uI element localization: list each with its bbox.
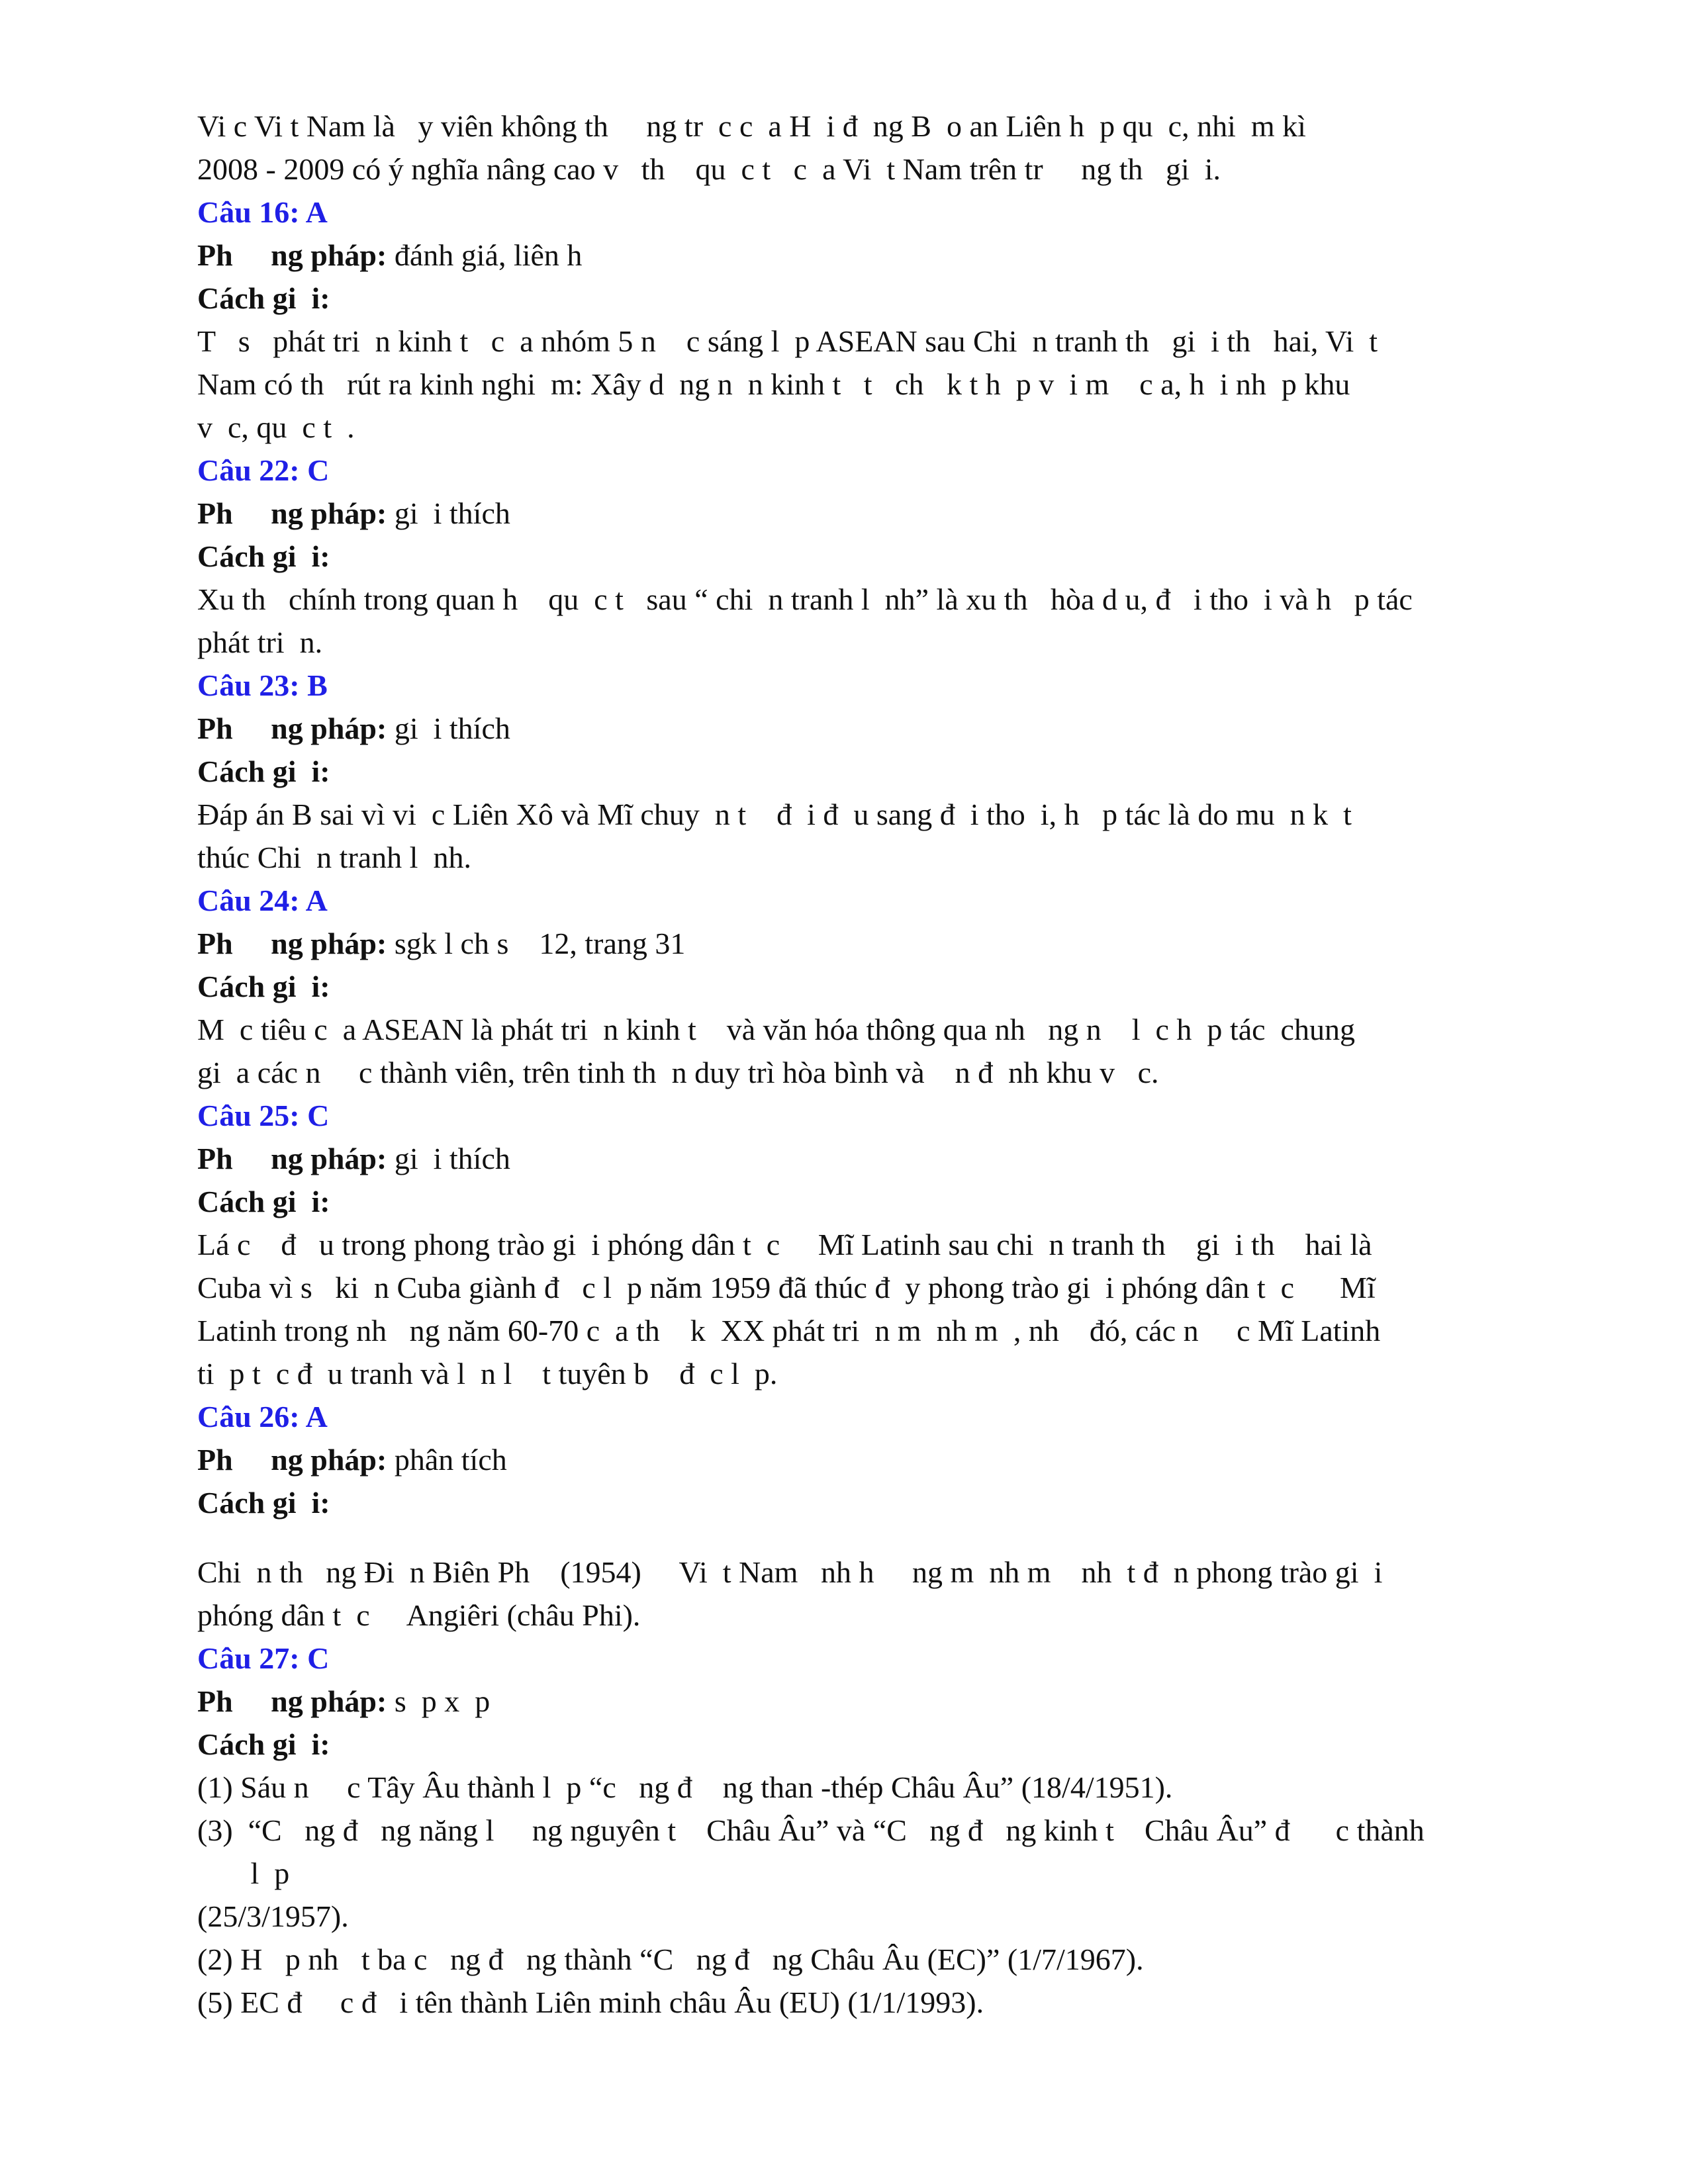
text-line: (1) Sáu n c Tây Âu thành l p “c ng đ ng than -thép Châu Âu” (18/4/1951). [197,1770,1173,1804]
method-text: sgk l ch s 12, trang 31 [387,927,686,960]
text-line: (3) “C ng đ ng năng l ng nguyên t Châu Âu” và “C ng đ ng kinh t Châu Âu” đ c thành [197,1813,1425,1847]
text-line: (2) H p nh t ba c ng đ ng thành “C ng đ ng Châu Âu (EC)” (1/7/1967). [197,1942,1144,1976]
method-label: Ph ng pháp: [197,711,387,745]
method-line [197,234,1491,277]
method-text: đánh giá, liên h [387,238,583,272]
method-line [197,707,1491,750]
text-line: Chi n th ng Đi n Biên Ph (1954) Vi t Nam nh h ng m nh m nh t đ n phong trào gi i [197,1555,1383,1589]
text-line: Vi c Vi t Nam là y viên không th ng tr c c a H i đ ng B o an Liên h p qu c, nhi m kì [197,109,1306,143]
question-heading: Câu 22: C [197,453,330,487]
method-line [197,1680,1491,1723]
question-heading: Câu 24: A [197,884,328,917]
text-line: T s phát tri n kinh t c a nhóm 5 n c sáng l p ASEAN sau Chi n tranh th gi i th hai, Vi t [197,324,1378,358]
text-line: Latinh trong nh ng năm 60-70 c a th k XX phát tri n m nh m , nh đó, các n c Mĩ Latinh [197,1314,1381,1347]
question-heading: Câu 23: B [197,668,328,702]
method-text: gi i thích [387,496,510,530]
solution-label: Cách gi i: [197,281,330,315]
method-text: gi i thích [387,1142,510,1175]
text-line: (5) EC đ c đ i tên thành Liên minh châu Âu (EU) (1/1/1993). [197,1985,984,2019]
text-line: phát tri n. [197,625,323,659]
solution-label: Cách gi i: [197,539,330,573]
text-line: gi a các n c thành viên, trên tinh th n duy trì hòa bình và n đ nh khu v c. [197,1056,1159,1089]
method-line [197,922,1491,965]
solution-label: Cách gi i: [197,1486,330,1520]
text-line: v c, qu c t . [197,410,355,444]
text-line: Cuba vì s ki n Cuba giành đ c l p năm 1959 đã thúc đ y phong trào gi i phóng dân t c Mĩ [197,1271,1376,1304]
text-line: phóng dân t c Angiêri (châu Phi). [197,1598,641,1632]
method-label: Ph ng pháp: [197,1443,387,1477]
text-line: l p [197,1856,290,1890]
solution-label: Cách gi i: [197,754,330,788]
question-heading: Câu 26: A [197,1400,328,1433]
method-text: s p x p [387,1684,491,1718]
method-label: Ph ng pháp: [197,927,387,960]
text-line: Đáp án B sai vì vi c Liên Xô và Mĩ chuy n t đ i đ u sang đ i tho i, h p tác là do mu n k t [197,797,1352,831]
method-line [197,492,1491,535]
method-text: gi i thích [387,711,510,745]
question-heading: Câu 16: A [197,195,328,229]
document-body [197,105,1491,2024]
method-label: Ph ng pháp: [197,238,387,272]
text-line: (25/3/1957). [197,1899,349,1933]
text-line: ti p t c đ u tranh và l n l t tuyên b đ c l p. [197,1357,778,1390]
solution-label: Cách gi i: [197,970,330,1003]
text-line: M c tiêu c a ASEAN là phát tri n kinh t và văn hóa thông qua nh ng n l c h p tác chung [197,1013,1355,1046]
method-label: Ph ng pháp: [197,1142,387,1175]
text-line: Nam có th rút ra kinh nghi m: Xây d ng n n kinh t t ch k t h p v i m c a, h i nh p khu [197,367,1350,401]
method-label: Ph ng pháp: [197,496,387,530]
paragraph-gap [197,1524,1491,1551]
text-line: thúc Chi n tranh l nh. [197,841,471,874]
solution-label: Cách gi i: [197,1185,330,1218]
text-line: Lá c đ u trong phong trào gi i phóng dân t c Mĩ Latinh sau chi n tranh th gi i th hai là [197,1228,1372,1261]
method-text: phân tích [387,1443,507,1477]
text-line: Xu th chính trong quan h qu c t sau “ chi n tranh l nh” là xu th hòa d u, đ i tho i và h p tác [197,582,1413,616]
method-line [197,1137,1491,1180]
text-line: 2008 - 2009 có ý nghĩa nâng cao v th qu c t c a Vi t Nam trên tr ng th gi i. [197,152,1221,186]
question-heading: Câu 27: C [197,1641,330,1675]
question-heading: Câu 25: C [197,1099,330,1132]
method-label: Ph ng pháp: [197,1684,387,1718]
method-line [197,1438,1491,1481]
solution-label: Cách gi i: [197,1727,330,1761]
